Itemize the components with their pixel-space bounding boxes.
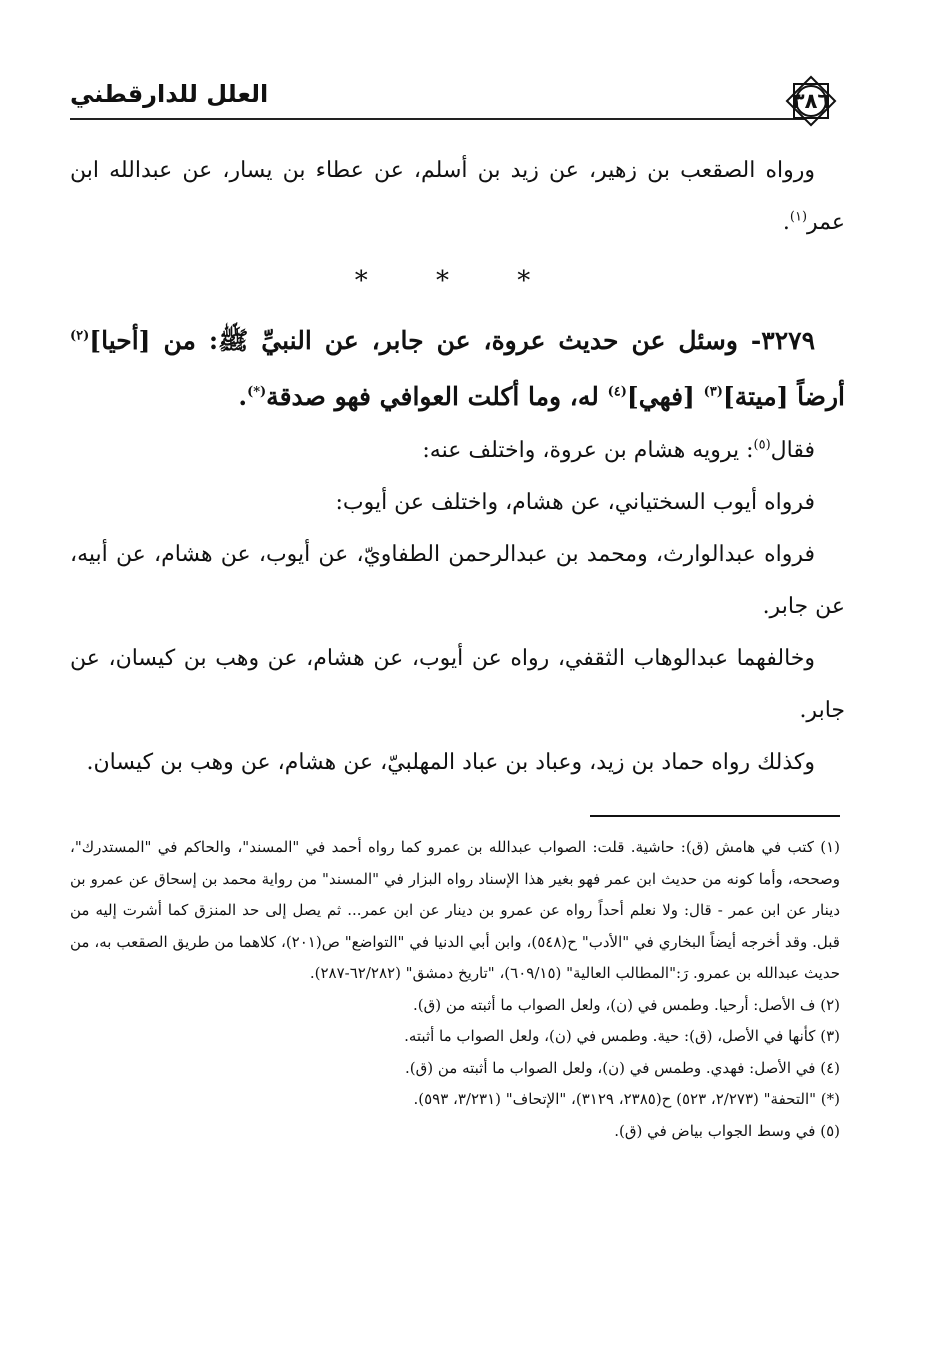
page-number-badge <box>782 72 840 130</box>
question-text-b: أرضاً [ميتة] <box>722 382 845 411</box>
paragraph-6: وكذلك رواه حماد بن زيد، وعباد بن عباد المهلبيّ، عن هشام، عن وهب بن كيسان. <box>86 750 815 775</box>
running-title: العلل للدارقطني <box>70 80 269 108</box>
page-number: ٣٨٦ <box>791 89 831 113</box>
footnote-3: (٣) كأنها في الأصل، (ق): حية. وطمس في (ن)، ولعل الصواب ما أثبته. <box>404 1027 840 1045</box>
header-rule <box>70 118 805 120</box>
main-text <box>70 145 845 789</box>
footnote-star: (*) "التحفة" (٢/٢٧٣، ٥٢٣) ح(٢٣٨٥، ٣١٢٩)، "الإتحاف" (٣/٢٣١، ٥٩٣). <box>413 1090 840 1108</box>
question-end: . <box>238 382 248 411</box>
paragraph-2 <box>70 425 845 477</box>
question-text-c: [فهي] <box>626 382 704 411</box>
section-divider-stars: * * * <box>354 266 561 296</box>
page-header <box>70 72 860 132</box>
footnotes <box>70 832 840 1147</box>
paragraph-5: وخالفهما عبدالوهاب الثقفي، رواه عن أيوب، عن هشام، عن وهب بن كيسان، عن جابر. <box>70 646 845 723</box>
paragraph-2-b: : يرويه هشام بن عروة، واختلف عنه: <box>422 438 754 463</box>
paragraph-1 <box>70 145 845 249</box>
footnote-ref-star[interactable]: (*) <box>247 384 267 400</box>
paragraph-4: فرواه عبدالوارث، ومحمد بن عبدالرحمن الطفاويّ، عن أيوب، عن هشام، عن أبيه، عن جابر. <box>70 542 845 619</box>
paragraph-1-end: . <box>782 210 790 235</box>
paragraph-3: فرواه أيوب السختياني، عن هشام، واختلف عن أيوب: <box>335 490 815 515</box>
footnote-ref-2[interactable]: (٢) <box>70 328 90 344</box>
footnote-ref-5[interactable]: (٥) <box>753 437 771 453</box>
footnote-ref-1[interactable]: (١) <box>789 209 808 225</box>
footnote-ref-4[interactable]: (٤) <box>607 384 627 400</box>
paragraph-2-a: فقال <box>770 438 815 463</box>
footnote-1: (١) كتب في هامش (ق): حاشية. قلت: الصواب عبدالله بن عمرو كما رواه أحمد في "المسند"، والحاكم في "المستدرك"، وصححه، وأما كونه من حديث ابن عمر فهو بغير هذا الإسناد رواه البزار في "المسند" من رواية محمد بن إسحاق عن عمرو بن دينار عن ابن عمر - قال: ولا نعلم أحداً رواه عن عمرو بن دينار عن ابن عمر... ثم يصل إلى حد المنزق كما أشرت إليه من قبل. وقد أخرجه أيضاً البخاري في "الأدب" ح(٥٤٨)، وابن أبي الدنيا في "التواضع" ص(٢٠١)، كلاهما من طريق الصقعب به، من حديث عبدالله بن عمرو. رَ:"المطالب العالية" (٦٠٩/١٥)، "تاريخ دمشق" (٦٢/٢٨٢-٢٨٧). <box>70 838 840 982</box>
footnote-2: (٢) ف الأصل: أرحيا. وطمس في (ن)، ولعل الصواب ما أثبته من (ق). <box>413 995 840 1014</box>
question-heading <box>70 313 845 425</box>
footnote-ref-3[interactable]: (٣) <box>703 384 723 400</box>
footnote-rule <box>590 815 840 817</box>
paragraph-1-text: ورواه الصقعب بن زهير، عن زيد بن أسلم، عن عطاء بن يسار، عن عبدالله ابن عمر <box>70 158 845 235</box>
question-text-d: له، وما أكلت العوافي فهو صدقة <box>266 382 608 411</box>
footnote-5: (٥) في وسط الجواب بياض في (ق). <box>614 1121 840 1140</box>
question-text-a: ٣٢٧٩- وسئل عن حديث عروة، عن جابر، عن النبيِّ ﷺ: من [أحيا] <box>89 326 815 355</box>
footnote-4: (٤) في الأصل: فهدي. وطمس في (ن)، ولعل الصواب ما أثبته من (ق). <box>404 1058 840 1077</box>
